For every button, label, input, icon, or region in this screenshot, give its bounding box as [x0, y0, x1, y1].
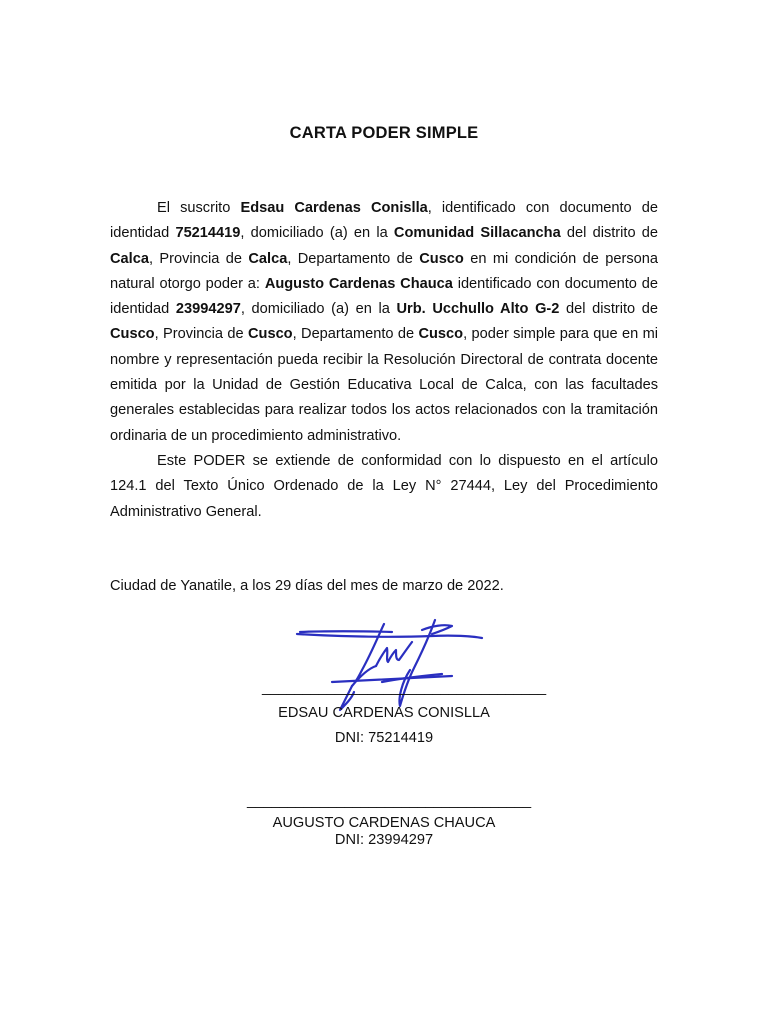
document-body — [110, 196, 658, 525]
grantor-province: Calca — [248, 250, 288, 267]
text-segment: del distrito de — [559, 301, 659, 318]
text-segment: , Departamento de — [292, 326, 419, 343]
text-segment: , poder simple para que en mi nombre y representación pueda recibir la Resolución Directoral de contrata docente emitida por la Unidad de Gestión Educativa Local de Calca, con las facultades generales establecidas para realizar todos los actos relacionados con la tramitación ordinaria de un procedimiento administrativo. — [110, 326, 658, 444]
signature-stroke — [376, 642, 412, 666]
place-and-date: Ciudad de Yanatile, a los 29 días del mes de marzo de 2022. — [110, 578, 504, 594]
attorney-signature-name: AUGUSTO CARDENAS CHAUCA — [272, 815, 496, 831]
attorney-department: Cusco — [418, 326, 464, 343]
text-segment: El suscrito — [157, 200, 241, 216]
attorney-province: Cusco — [248, 326, 293, 343]
signature-stroke — [300, 631, 392, 632]
attorney-district: Cusco — [110, 326, 155, 343]
text-segment: identificado con documento de identidad — [110, 275, 658, 318]
attorney-name: Augusto Cardenas Chauca — [264, 275, 453, 292]
attorney-dni: 23994297 — [175, 301, 241, 318]
attorney-address: Urb. Ucchullo Alto G-2 — [396, 301, 560, 318]
attorney-signature-dni: DNI: 23994297 — [334, 832, 434, 848]
grantor-district: Calca — [110, 250, 149, 267]
grantor-name: Edsau Cardenas Conislla — [240, 200, 428, 216]
text-segment: , Provincia de — [154, 326, 248, 343]
grantor-community: Comunidad Sillacancha — [393, 225, 561, 242]
grantor-signature-name: EDSAU CARDENAS CONISLLA — [278, 705, 490, 721]
text-segment: , identificado con documento de identidad — [110, 200, 659, 242]
text-segment: , domiciliado (a) en la — [240, 301, 397, 318]
signature-stroke — [297, 634, 482, 638]
grantor-signature — [292, 612, 492, 712]
grantor-signature-dni: DNI: 75214419 — [334, 730, 434, 746]
grantor-signature-line: ___________________________________ — [262, 680, 547, 696]
text-segment: , Provincia de — [148, 250, 249, 267]
paragraph-legal-basis: Este PODER se extiende de conformidad con lo dispuesto en el artículo 124.1 del Texto Único Ordenado de la Ley N° 27444, Ley del Procedimiento Administrativo General. — [110, 452, 658, 520]
text-segment: del distrito de — [560, 225, 659, 242]
paragraph-grant — [110, 196, 658, 449]
document-title: CARTA PODER SIMPLE — [289, 124, 479, 142]
grantor-department: Cusco — [419, 250, 464, 267]
text-segment: , Departamento de — [287, 250, 420, 267]
grantor-dni: 75214419 — [175, 225, 241, 242]
attorney-signature-line: ___________________________________ — [247, 793, 532, 809]
signature-stroke — [352, 624, 384, 686]
text-segment: en mi condición de persona natural otorgo poder a: — [110, 250, 658, 292]
signature-stroke — [422, 625, 452, 634]
text-segment: , domiciliado (a) en la — [240, 225, 394, 242]
